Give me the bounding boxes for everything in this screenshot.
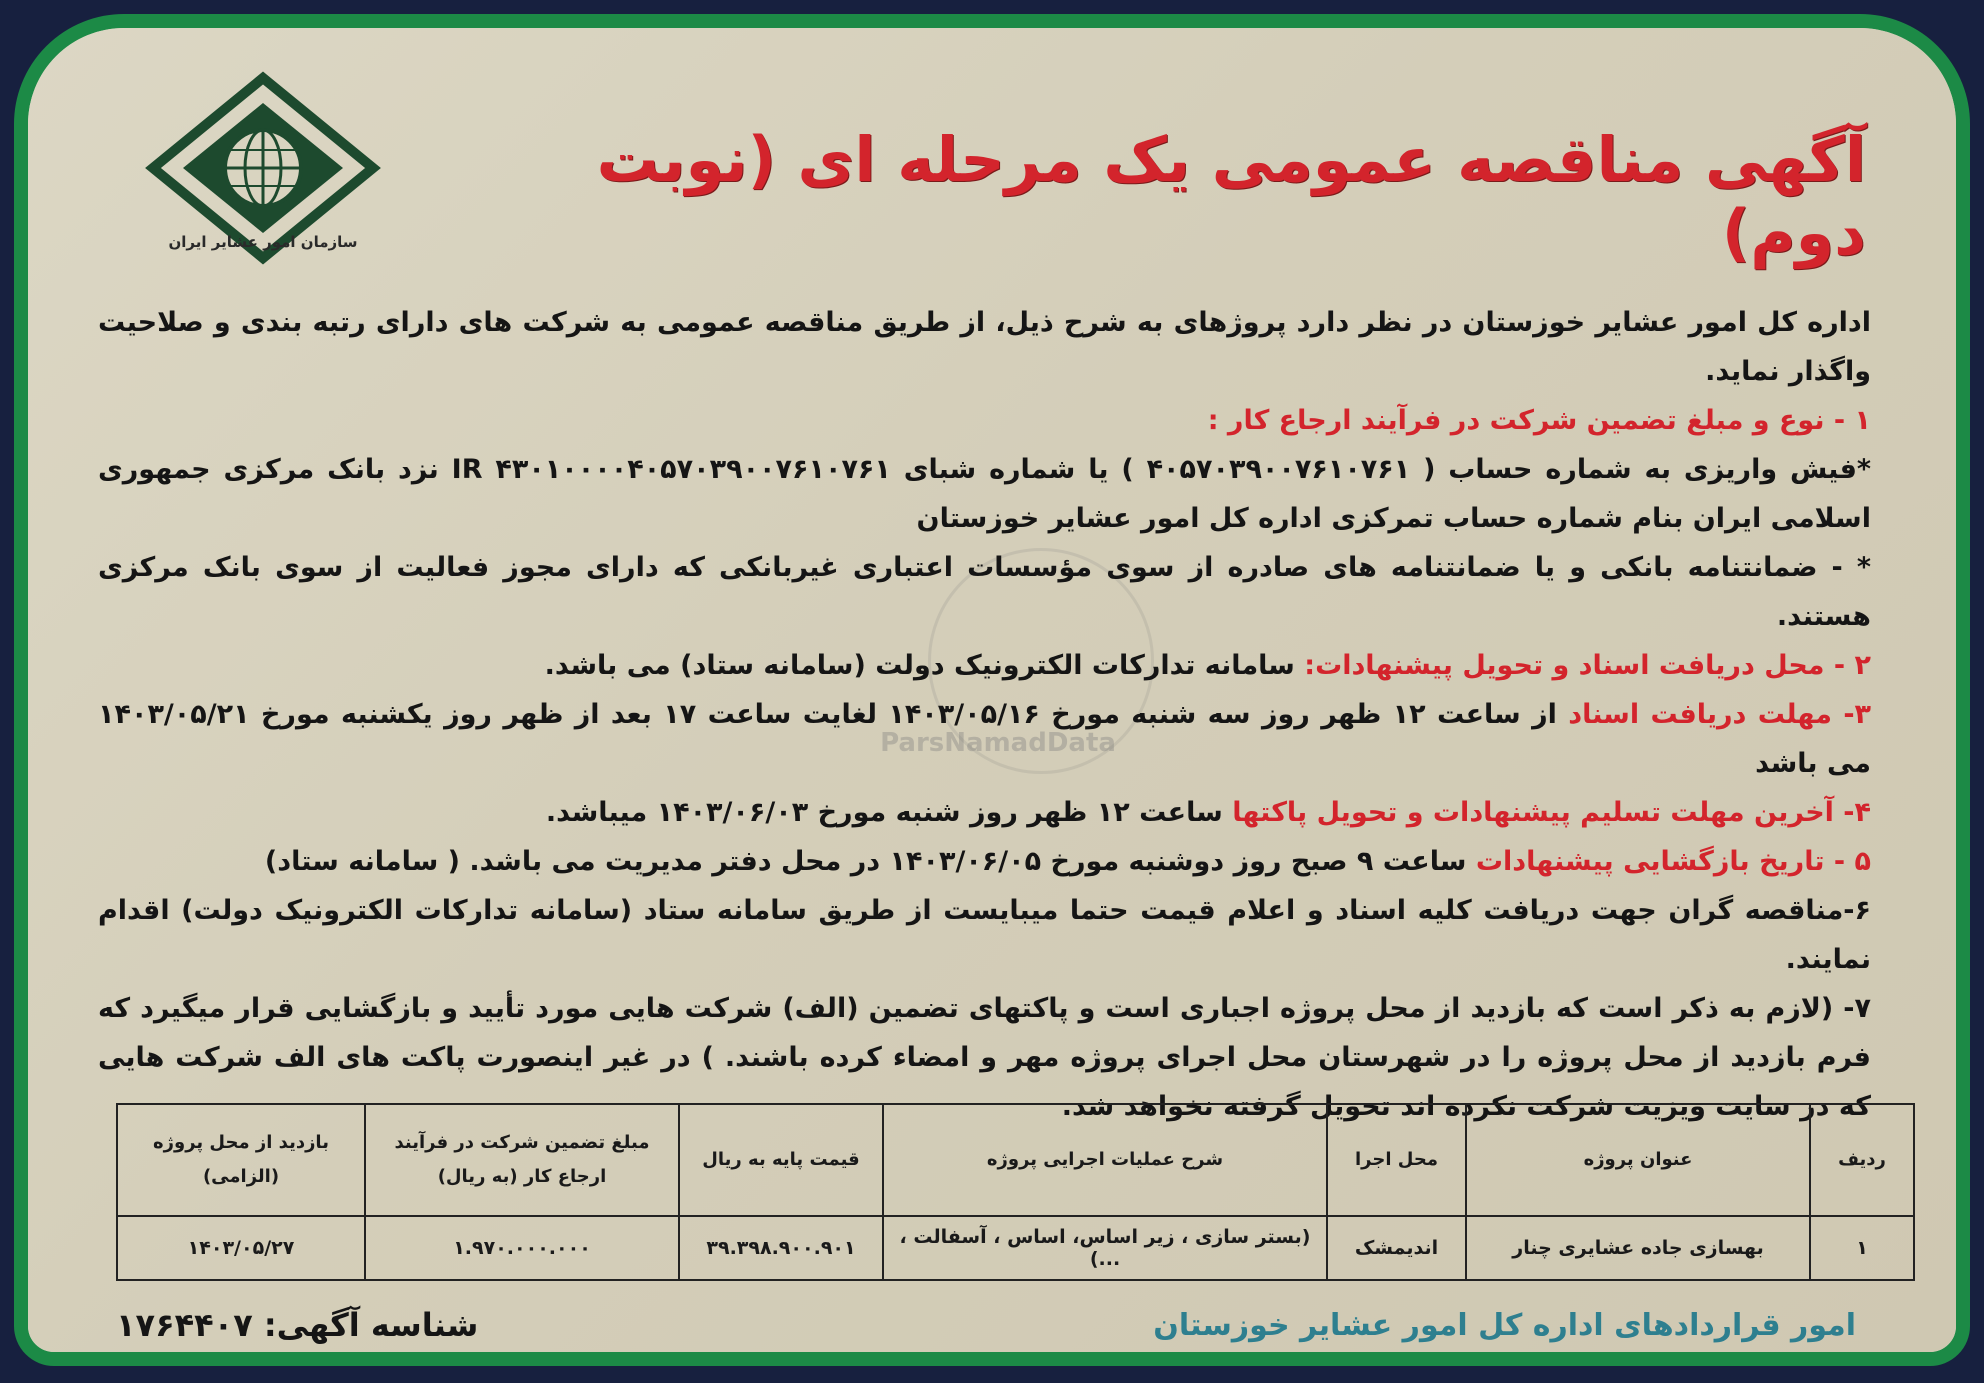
- section-4-heading: ۴- آخرین مهلت تسلیم پیشنهادات و تحویل پاکتها: [1232, 797, 1871, 828]
- header-site-visit: بازدید از محل پروژه (الزامی): [117, 1104, 365, 1216]
- section-3-heading: ۳- مهلت دریافت اسناد: [1568, 699, 1872, 730]
- cell-operations: (بستر سازی ، زیر اساس، اساس ، آسفالت ، ...): [883, 1216, 1327, 1280]
- cell-location: اندیمشک: [1327, 1216, 1466, 1280]
- table-header-row: [117, 1104, 1914, 1216]
- cell-guarantee-amount: ۱.۹۷۰.۰۰۰.۰۰۰: [365, 1216, 679, 1280]
- section-7: ۷- (لازم به ذکر است که بازدید از محل پروژه اجباری است و پاکتهای تضمین (الف) شرکت هایی مورد تأیید و بازگشایی قرار میگیرد که فرم بازدید از محل پروژه را در شهرستان محل اجرای پروژه مهر و امضاء کرده باشند. ) در غیر اینصورت پاکت های الف شرکت هایی که در سایت ویزیت شرکت نکرده اند تحویل گرفته نخواهد شد.: [98, 993, 1871, 1122]
- section-1-line-2: * - ضمانتنامه بانکی و یا ضمانتنامه های صادره از سوی مؤسسات اعتباری غیربانکی که دارای مجوز فعالیت از سوی بانک مرکزی هستند.: [98, 552, 1871, 632]
- section-1-heading: ۱ - نوع و مبلغ تضمین شرکت در فرآیند ارجاع کار :: [1207, 405, 1871, 436]
- ad-id: شناسه آگهی: ۱۷۶۴۴۰۷: [116, 1306, 479, 1344]
- logo-caption: سازمان امور عشایر ایران: [168, 233, 358, 251]
- section-3: [98, 690, 1871, 788]
- section-1-line-1: *فیش واریزی به شماره حساب ( ۴۰۵۷۰۳۹۰۰۷۶۱۰۷۶۱ ) یا شماره شبای IR ۴۳۰۱۰۰۰۰۴۰۵۷۰۳۹۰۰۷۶۱۰۷۶۱ نزد بانک مرکزی جمهوری اسلامی ایران بنام شماره حساب تمرکزی اداره کل امور عشایر خوزستان: [98, 454, 1871, 534]
- project-table: [116, 1103, 1915, 1271]
- cell-row-number: ۱: [1810, 1216, 1914, 1280]
- section-2-heading: ۲ - محل دریافت اسناد و تحویل پیشنهادات:: [1304, 650, 1871, 681]
- section-5: [98, 837, 1871, 886]
- watermark-text: ParsNamadData: [880, 728, 1116, 758]
- header-operations: شرح عملیات اجرایی پروژه: [883, 1104, 1327, 1216]
- ad-title: آگهی مناقصه عمومی یک مرحله ای (نوبت دوم): [596, 123, 1866, 269]
- header-project-title: عنوان پروژه: [1466, 1104, 1810, 1216]
- header-base-price: قیمت پایه به ریال: [679, 1104, 883, 1216]
- header-location: محل اجرا: [1327, 1104, 1466, 1216]
- section-2: [98, 641, 1871, 690]
- cell-project-title: بهسازی جاده عشایری چنار: [1466, 1216, 1810, 1280]
- section-4: [98, 788, 1871, 837]
- cell-base-price: ۳۹.۳۹۸.۹۰۰.۹۰۱: [679, 1216, 883, 1280]
- table-row: [117, 1216, 1914, 1280]
- department-name: امور قراردادهای اداره کل امور عشایر خوزستان: [1153, 1308, 1856, 1343]
- intro-paragraph: اداره کل امور عشایر خوزستان در نظر دارد پروژهای به شرح ذیل، از طریق مناقصه عمومی به شرکت های دارای رتبه بندی و صلاحیت واگذار نماید.: [98, 307, 1871, 387]
- section-6: ۶-مناقصه گران جهت دریافت کلیه اسناد و اعلام قیمت حتما میبایست از طریق سامانه ستاد (سامانه تدارکات الکترونیک دولت) اقدام نمایند.: [98, 895, 1871, 975]
- section-3-text: از ساعت ۱۲ ظهر روز سه شنبه مورخ ۱۴۰۳/۰۵/۱۶ لغایت ساعت ۱۷ بعد از ظهر روز یکشنبه مورخ ۱۴۰۳/۰۵/۲۱ می باشد: [98, 699, 1871, 779]
- ad-body: [98, 298, 1871, 1131]
- ad-frame: [14, 14, 1970, 1366]
- header-row-number: ردیف: [1810, 1104, 1914, 1216]
- cell-site-visit-date: ۱۴۰۳/۰۵/۲۷: [117, 1216, 365, 1280]
- section-5-text: ساعت ۹ صبح روز دوشنبه مورخ ۱۴۰۳/۰۶/۰۵ در محل دفتر مدیریت می باشد. ( سامانه ستاد): [264, 846, 1467, 877]
- header-guarantee-amount: مبلغ تضمین شرکت در فرآیند ارجاع کار (به ریال): [365, 1104, 679, 1216]
- section-2-text: سامانه تدارکات الکترونیک دولت (سامانه ستاد) می باشد.: [544, 650, 1295, 681]
- section-5-heading: ۵ - تاریخ بازگشایی پیشنهادات: [1475, 846, 1871, 877]
- section-4-text: ساعت ۱۲ ظهر روز شنبه مورخ ۱۴۰۳/۰۶/۰۳ میباشد.: [545, 797, 1223, 828]
